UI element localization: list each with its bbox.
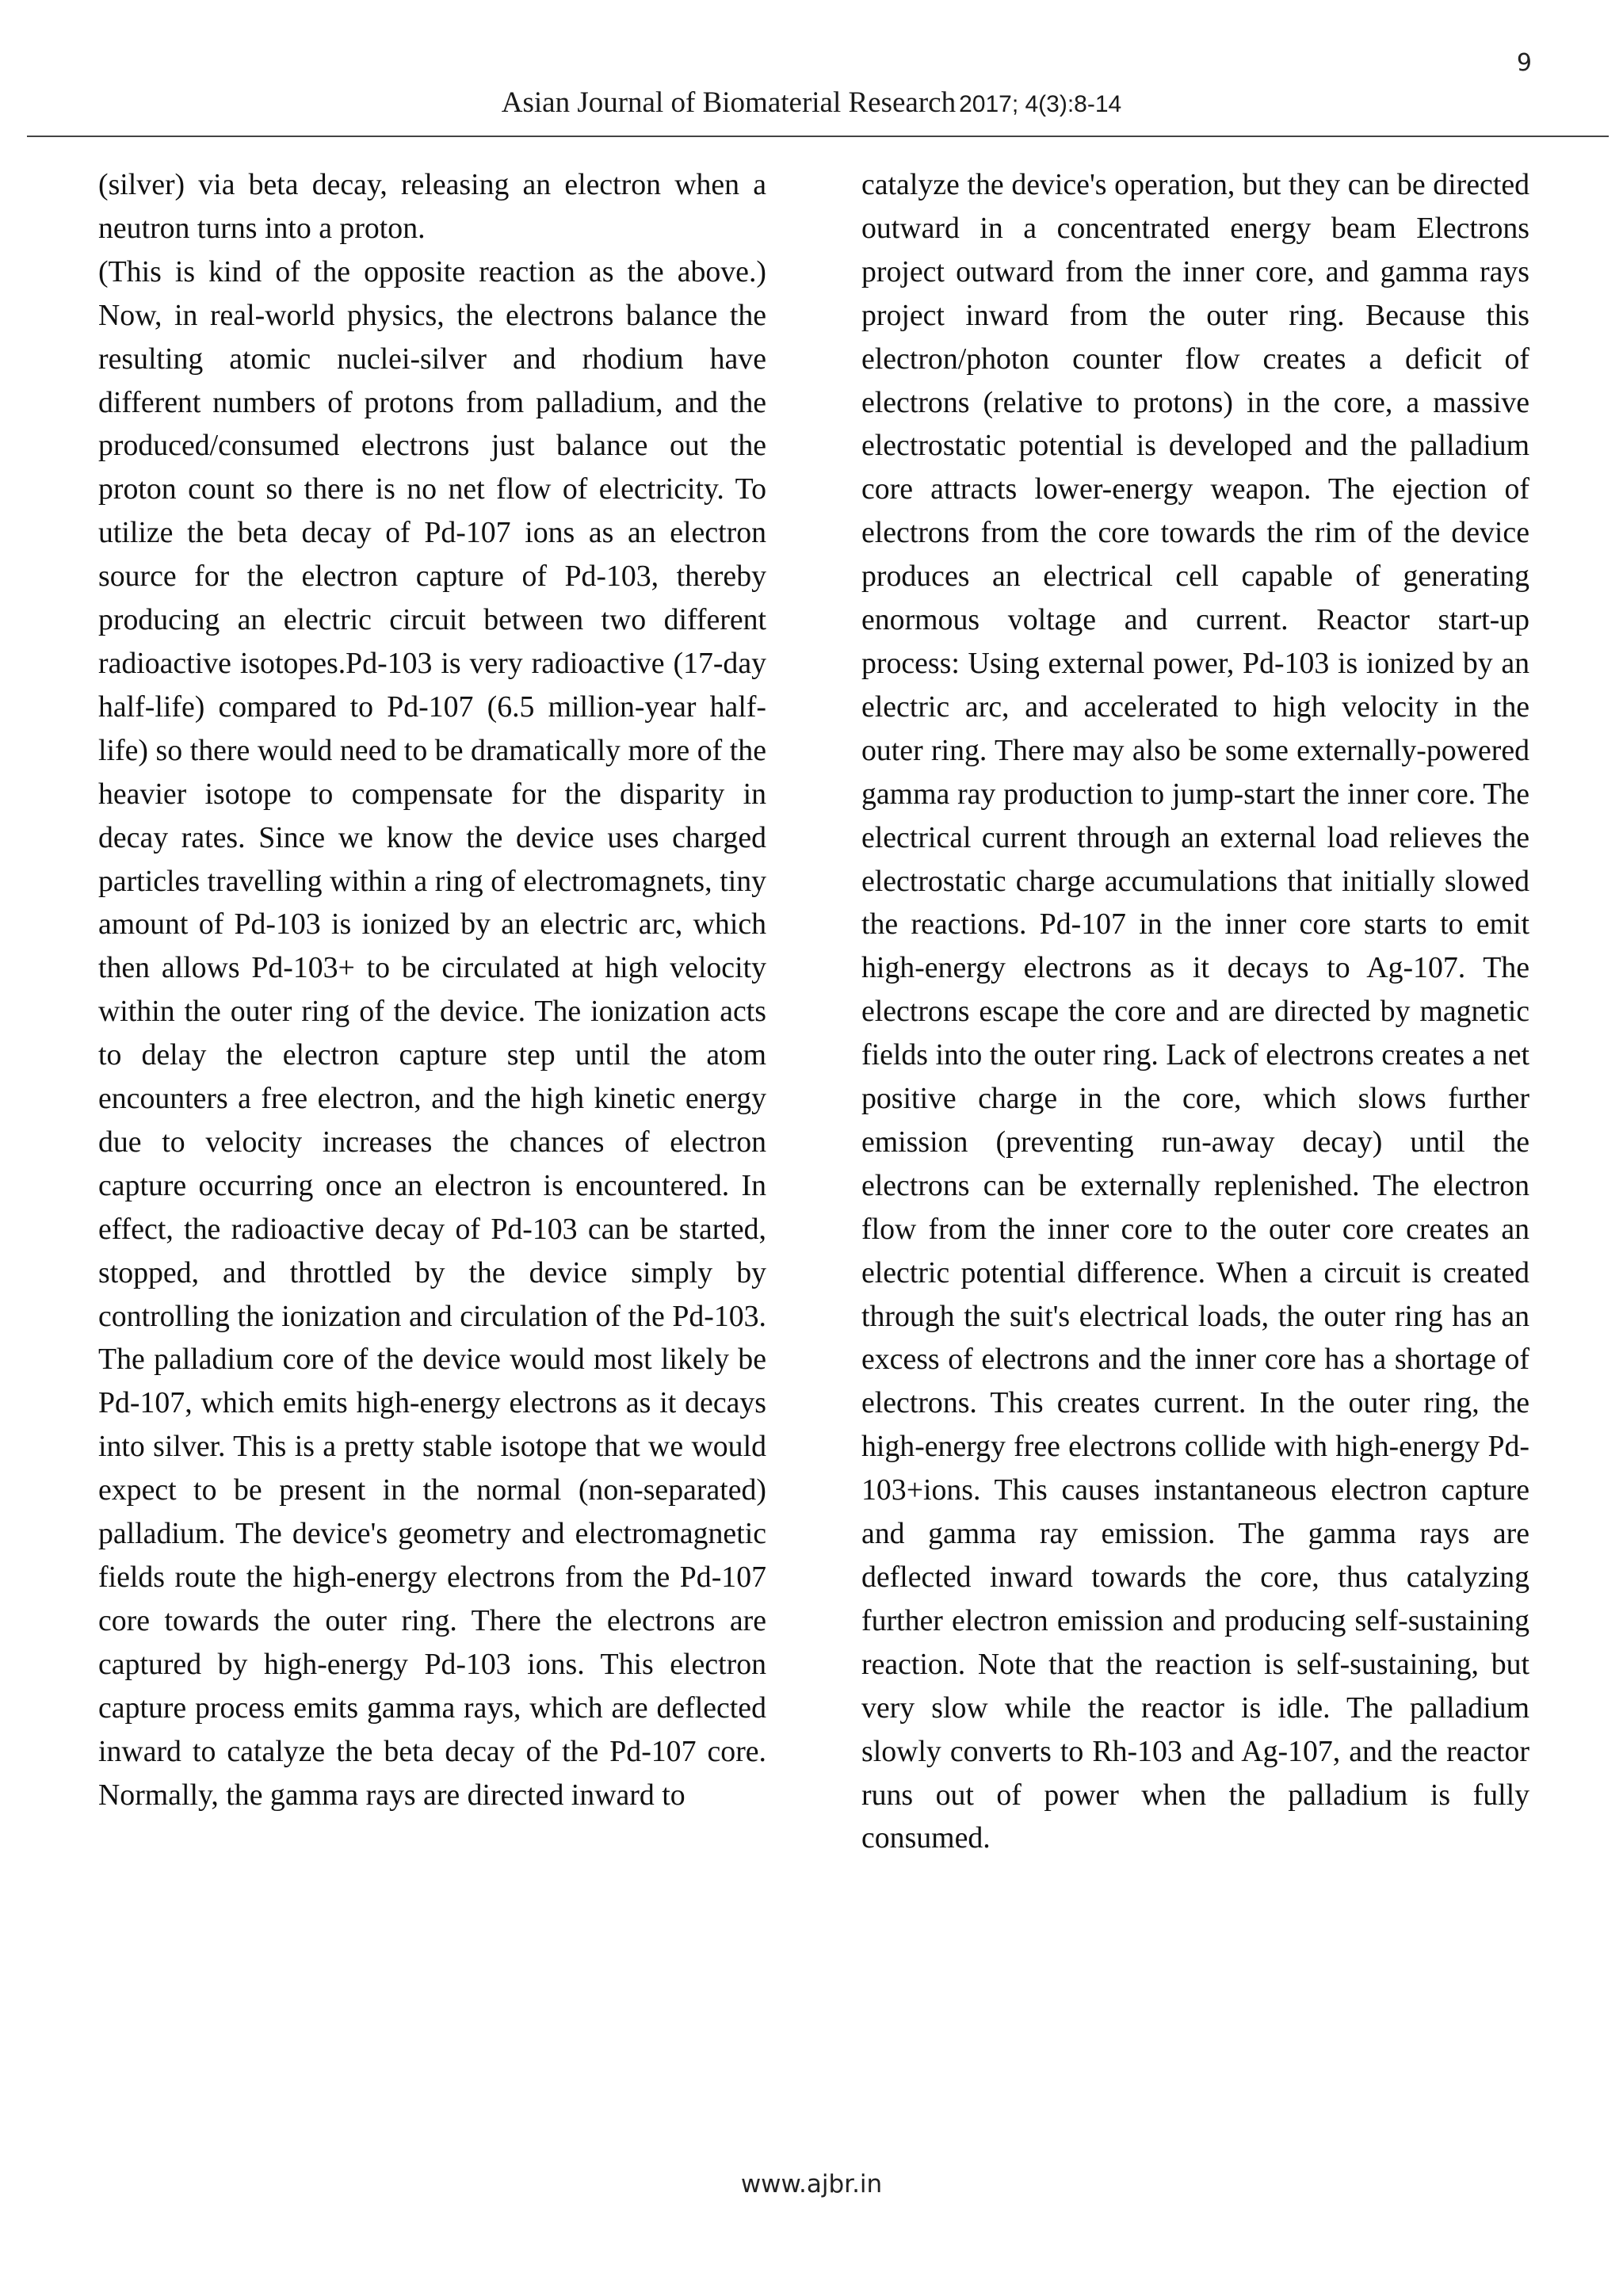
journal-citation: 2017; 4(3):8-14 (959, 91, 1122, 117)
page-number: 9 (1516, 49, 1532, 77)
left-paragraph-2: (This is kind of the opposite reaction as the above.) Now, in real-world physics, the electrons balance the resulting atomic nuclei-silver and rhodium have different numbers of protons from palladium, and the produced/consumed electrons just balance out the proton count so there is no net flow of electricity. To utilize the beta decay of Pd-107 ions as an electron source for the electron capture of Pd-103, thereby producing an electric circuit between two different radioactive isotopes.Pd-103 is very radioactive (17-day half-life) compared to Pd-107 (6.5 million-year half-life) so there would need to be dramatically more of the heavier isotope to compensate for the disparity in decay rates. Since we know the device uses charged particles travelling within a ring of electromagnets, tiny amount of Pd-103 is ionized by an electric arc, which then allows Pd-103+ to be circulated at high velocity within the outer ring of the device. The ionization acts to delay the electron capture step until the atom encounters a free electron, and the high kinetic energy due to velocity increases the chances of electron capture occurring once an electron is encountered. In effect, the radioactive decay of Pd-103 can be started, stopped, and throttled by the device simply by controlling the ionization and circulation of the Pd-103. The palladium core of the device would most likely be Pd-107, which emits high-energy electrons as it decays into silver. This is a pretty stable isotope that we would expect to be present in the normal (non-separated) palladium. The device's geometry and electromagnetic fields route the high-energy electrons from the Pd-107 core towards the outer ring. There the electrons are captured by high-energy Pd-103 ions. This electron capture process emits gamma rays, which are deflected inward to catalyze the beta decay of the Pd-107 core. Normally, the gamma rays are directed inward to (98, 254, 766, 1812)
left-column (98, 163, 766, 1817)
header-divider (27, 136, 1609, 137)
running-header (0, 86, 1623, 120)
right-column (861, 163, 1529, 1860)
footer-url: www.ajbr.in (740, 2170, 883, 2199)
right-paragraph-1: catalyze the device's operation, but they can be directed outward in a concentrated energy beam Electrons project outward from the inner core, and gamma rays project inward from the outer ring. Because this electron/photon counter flow creates a deficit of electrons (relative to protons) in the core, a massive electrostatic potential is developed and the palladium core attracts lower-energy weapon. The ejection of electrons from the core towards the rim of the device produces an electrical cell capable of generating enormous voltage and current. Reactor start-up process: Using external power, Pd-103 is ionized by an electric arc, and accelerated to high velocity in the outer ring. There may also be some externally-powered gamma ray production to jump-start the inner core. The electrical current through an external load relieves the electrostatic charge accumulations that initially slowed the reactions. Pd-107 in the inner core starts to emit high-energy electrons as it decays to Ag-107. The electrons escape the core and are directed by magnetic fields into the outer ring. Lack of electrons creates a net positive charge in the core, which slows further emission (preventing run-away decay) until the electrons can be externally replenished. The electron flow from the inner core to the outer core creates an electric potential difference. When a circuit is created through the suit's electrical loads, the outer ring has an excess of electrons and the inner core has a shortage of electrons. This creates current. In the outer ring, the high-energy free electrons collide with high-energy Pd-103+ions. This causes instantaneous electron capture and gamma ray emission. The gamma rays are deflected inward towards the core, thus catalyzing further electron emission and producing self-sustaining reaction. Note that the reaction is self-sustaining, but very slow while the reactor is idle. The palladium slowly converts to Rh-103 and Ag-107, and the reactor runs out of power when the palladium is fully consumed. (861, 168, 1529, 1855)
journal-name: Asian Journal of Biomaterial Research (501, 86, 957, 119)
left-paragraph-1: (silver) via beta decay, releasing an electron when a neutron turns into a proton. (98, 168, 766, 245)
